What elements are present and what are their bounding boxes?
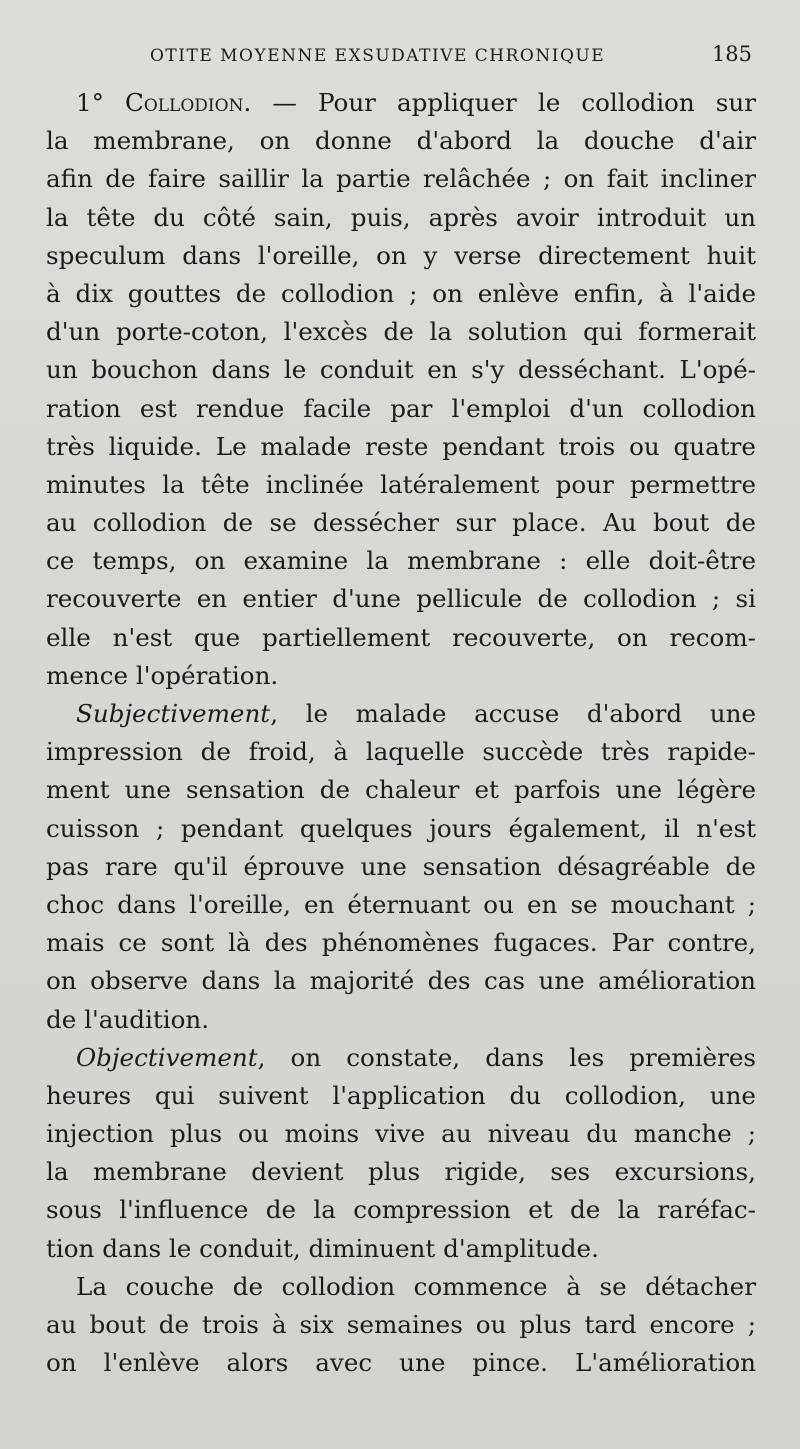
paragraph-subjectivement: [46, 695, 756, 1039]
text-line: mence l'opération.: [46, 660, 279, 690]
text-line: 1° Collodion. — Pour appliquer le collodion sur: [76, 88, 756, 117]
body-text: [46, 84, 756, 1382]
text-line: pas rare qu'il éprouve une sensation désagréable de: [46, 851, 756, 881]
paragraph-collodion: [46, 84, 756, 695]
text-line: heures qui suivent l'application du collodion, une: [46, 1080, 756, 1110]
text-line: la membrane, on donne d'abord la douche d'air: [46, 126, 756, 156]
text-line: injection plus ou moins vive au niveau du manche ;: [46, 1119, 756, 1149]
text-line: cuisson ; pendant quelques jours également, il n'est: [46, 813, 756, 843]
text-line: Objectivement, on constate, dans les premières: [76, 1042, 756, 1072]
text-line: elle n'est que partiellement recouverte, on recom-: [46, 622, 756, 652]
text-line: impression de froid, à laquelle succède très rapide-: [46, 737, 756, 767]
text-line: ration est rendue facile par l'emploi d'un collodion: [46, 393, 756, 423]
text-line: sous l'influence de la compression et de la raréfac-: [46, 1195, 756, 1225]
running-title: OTITE MOYENNE EXSUDATIVE CHRONIQUE: [150, 46, 606, 66]
text-line: on l'enlève alors avec une pince. L'amélioration: [46, 1348, 756, 1378]
text-line: de l'audition.: [46, 1004, 210, 1034]
text-line: à dix gouttes de collodion ; on enlève enfin, à l'aide: [46, 278, 756, 308]
text-line: speculum dans l'oreille, on y verse directement huit: [46, 240, 756, 270]
text-line: La couche de collodion commence à se détacher: [76, 1271, 756, 1301]
page-number: 185: [711, 42, 752, 66]
text-line: mais ce sont là des phénomènes fugaces. Par contre,: [46, 928, 756, 958]
text-line: choc dans l'oreille, en éternuant ou en se mouchant ;: [46, 889, 756, 919]
text-line: ment une sensation de chaleur et parfois une légère: [46, 775, 756, 805]
text-line: Subjectivement, le malade accuse d'abord une: [76, 699, 756, 728]
text-line: tion dans le conduit, diminuent d'amplitude.: [46, 1233, 599, 1263]
text-line: au collodion de se dessécher sur place. Au bout de: [46, 508, 756, 538]
text-line: afin de faire saillir la partie relâchée ; on fait incliner: [46, 164, 756, 194]
text-line: la tête du côté sain, puis, après avoir introduit un: [46, 202, 756, 232]
text-line: on observe dans la majorité des cas une amélioration: [46, 966, 756, 996]
text-line: au bout de trois à six semaines ou plus tard encore ;: [46, 1310, 756, 1339]
text-line: ce temps, on examine la membrane : elle doit-être: [46, 546, 756, 576]
text-line: la membrane devient plus rigide, ses excursions,: [46, 1157, 756, 1187]
text-line: très liquide. Le malade reste pendant trois ou quatre: [46, 431, 756, 461]
running-header: [150, 42, 752, 72]
text-line: un bouchon dans le conduit en s'y desséchant. L'opé-: [46, 355, 756, 385]
section-heading: Collodion.: [125, 88, 252, 117]
italic-lead: Subjectivement: [76, 699, 271, 728]
italic-lead: Objectivement: [76, 1042, 258, 1072]
text-line: d'un porte-coton, l'excès de la solution qui formerait: [46, 317, 756, 347]
paragraph-couche: [46, 1268, 756, 1383]
paragraph-objectivement: [46, 1039, 756, 1268]
text-line: recouverte en entier d'une pellicule de collodion ; si: [46, 584, 756, 614]
text-line: minutes la tête inclinée latéralement pour permettre: [46, 469, 756, 499]
